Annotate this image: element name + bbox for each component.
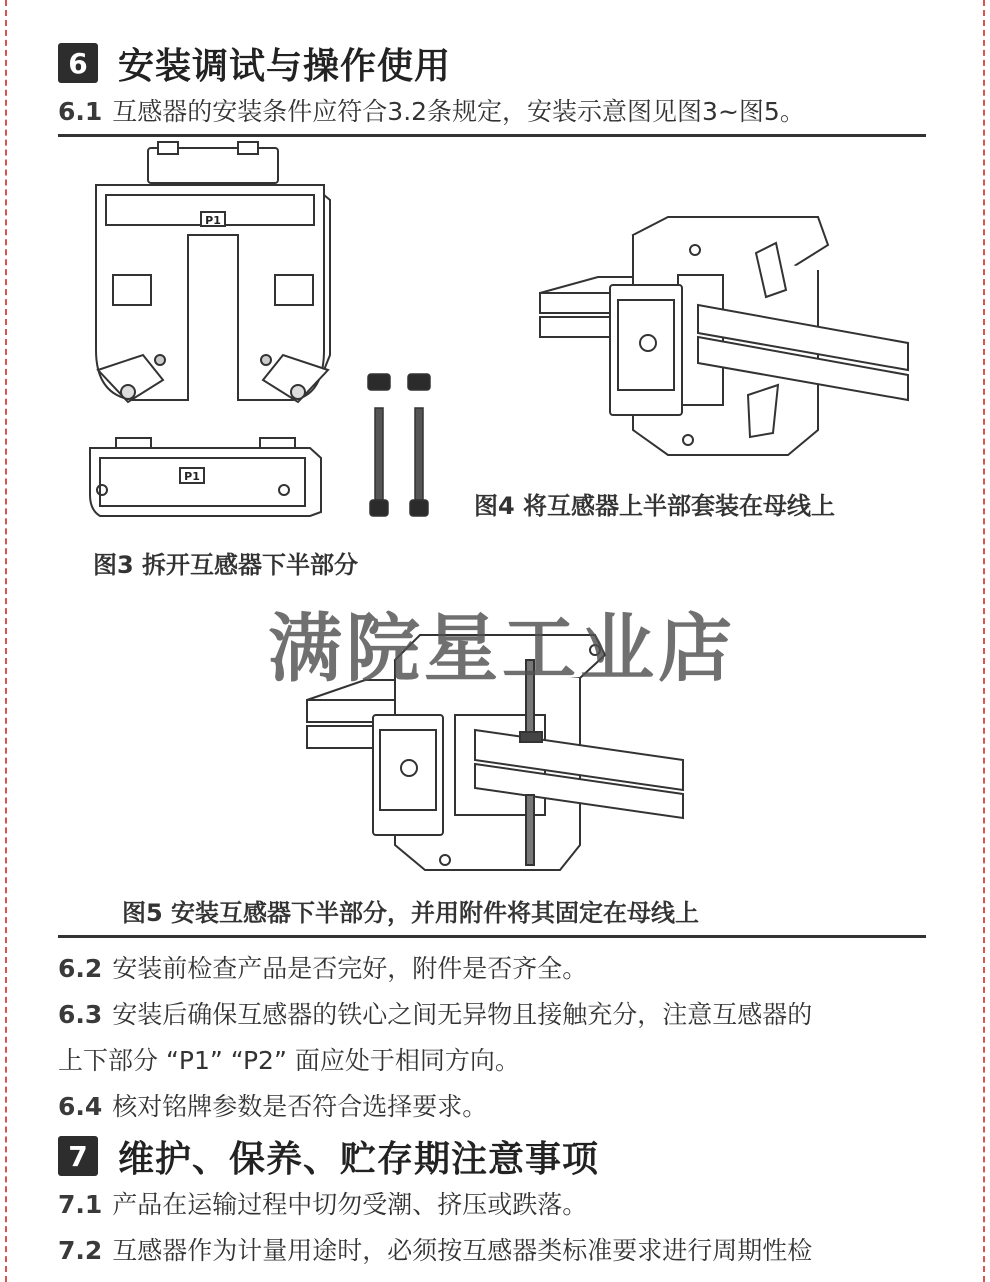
section-7-number-badge: 7	[58, 1136, 98, 1176]
left-margin-dashes	[5, 0, 7, 1282]
paragraph-number: 6.3	[58, 1000, 103, 1029]
clamp-tab-left	[158, 142, 178, 154]
fixing-bolt-lower	[526, 795, 534, 865]
paragraph-7-2	[58, 1229, 812, 1273]
section-7-title: 维护、保养、贮存期注意事项	[118, 1138, 600, 1180]
fixing-bolts-drawing	[362, 372, 442, 522]
terminal-screw-icon	[640, 335, 656, 351]
nut-right-icon	[408, 374, 430, 390]
paragraph-6-2	[58, 947, 587, 991]
paragraph-text: 产品在运输过程中切勿受潮、挤压或跌落。	[112, 1190, 588, 1219]
figure-3-caption: 图3 拆开互感器下半部分	[93, 551, 359, 579]
paragraph-6-3-continued	[58, 1039, 520, 1083]
paragraph-text: 安装前检查产品是否完好，附件是否齐全。	[112, 954, 588, 983]
paragraph-number: 6.4	[58, 1092, 103, 1121]
paragraph-text: 核对铭牌参数是否符合选择要求。	[112, 1092, 488, 1121]
figure-4-drawing	[538, 215, 913, 465]
paragraph-6-1	[58, 90, 805, 134]
paragraph-number: 6.2	[58, 954, 103, 983]
figure-5-caption: 图5 安装互感器下半部分，并用附件将其固定在母线上	[122, 899, 700, 927]
section-6-heading	[58, 38, 451, 88]
nut-left-icon	[368, 374, 390, 390]
paragraph-text-line-2: 上下部分 “P1” “P2” 面应处于相同方向。	[58, 1046, 520, 1075]
right-margin-dashes	[983, 0, 985, 1282]
bolt-left-icon	[375, 408, 383, 500]
section-7-heading	[58, 1131, 599, 1181]
figure-4-caption: 图4 将互感器上半部套装在母线上	[474, 492, 836, 520]
paragraph-number: 7.2	[58, 1236, 103, 1265]
paragraph-6-3	[58, 993, 812, 1037]
paragraph-number: 7.1	[58, 1190, 103, 1219]
p1-label-bottom: P1	[184, 470, 200, 483]
section-6-title: 安装调试与操作使用	[118, 45, 452, 87]
paragraph-text-line-1: 安装后确保互感器的铁心之间无异物且接触充分，注意互感器的	[112, 1000, 813, 1029]
section-6-number-badge: 6	[58, 43, 98, 83]
figure-3-drawing	[88, 140, 338, 525]
paragraph-6-4	[58, 1085, 487, 1129]
paragraph-text: 互感器作为计量用途时，必须按互感器类标准要求进行周期性检	[112, 1236, 813, 1265]
terminal-screw-icon	[401, 760, 417, 776]
clamp-tab-right	[238, 142, 258, 154]
latch-lower	[748, 385, 778, 437]
paragraph-7-1	[58, 1183, 587, 1227]
p1-label-top: P1	[205, 214, 221, 227]
bolt-right-icon	[415, 408, 423, 500]
section-divider-bottom	[58, 935, 926, 938]
paragraph-number: 6.1	[58, 97, 103, 126]
watermark-text: 满院星工业店	[268, 606, 736, 692]
section-divider-top	[58, 134, 926, 137]
paragraph-text: 互感器的安装条件应符合3.2条规定，安装示意图见图3~图5。	[112, 97, 805, 126]
